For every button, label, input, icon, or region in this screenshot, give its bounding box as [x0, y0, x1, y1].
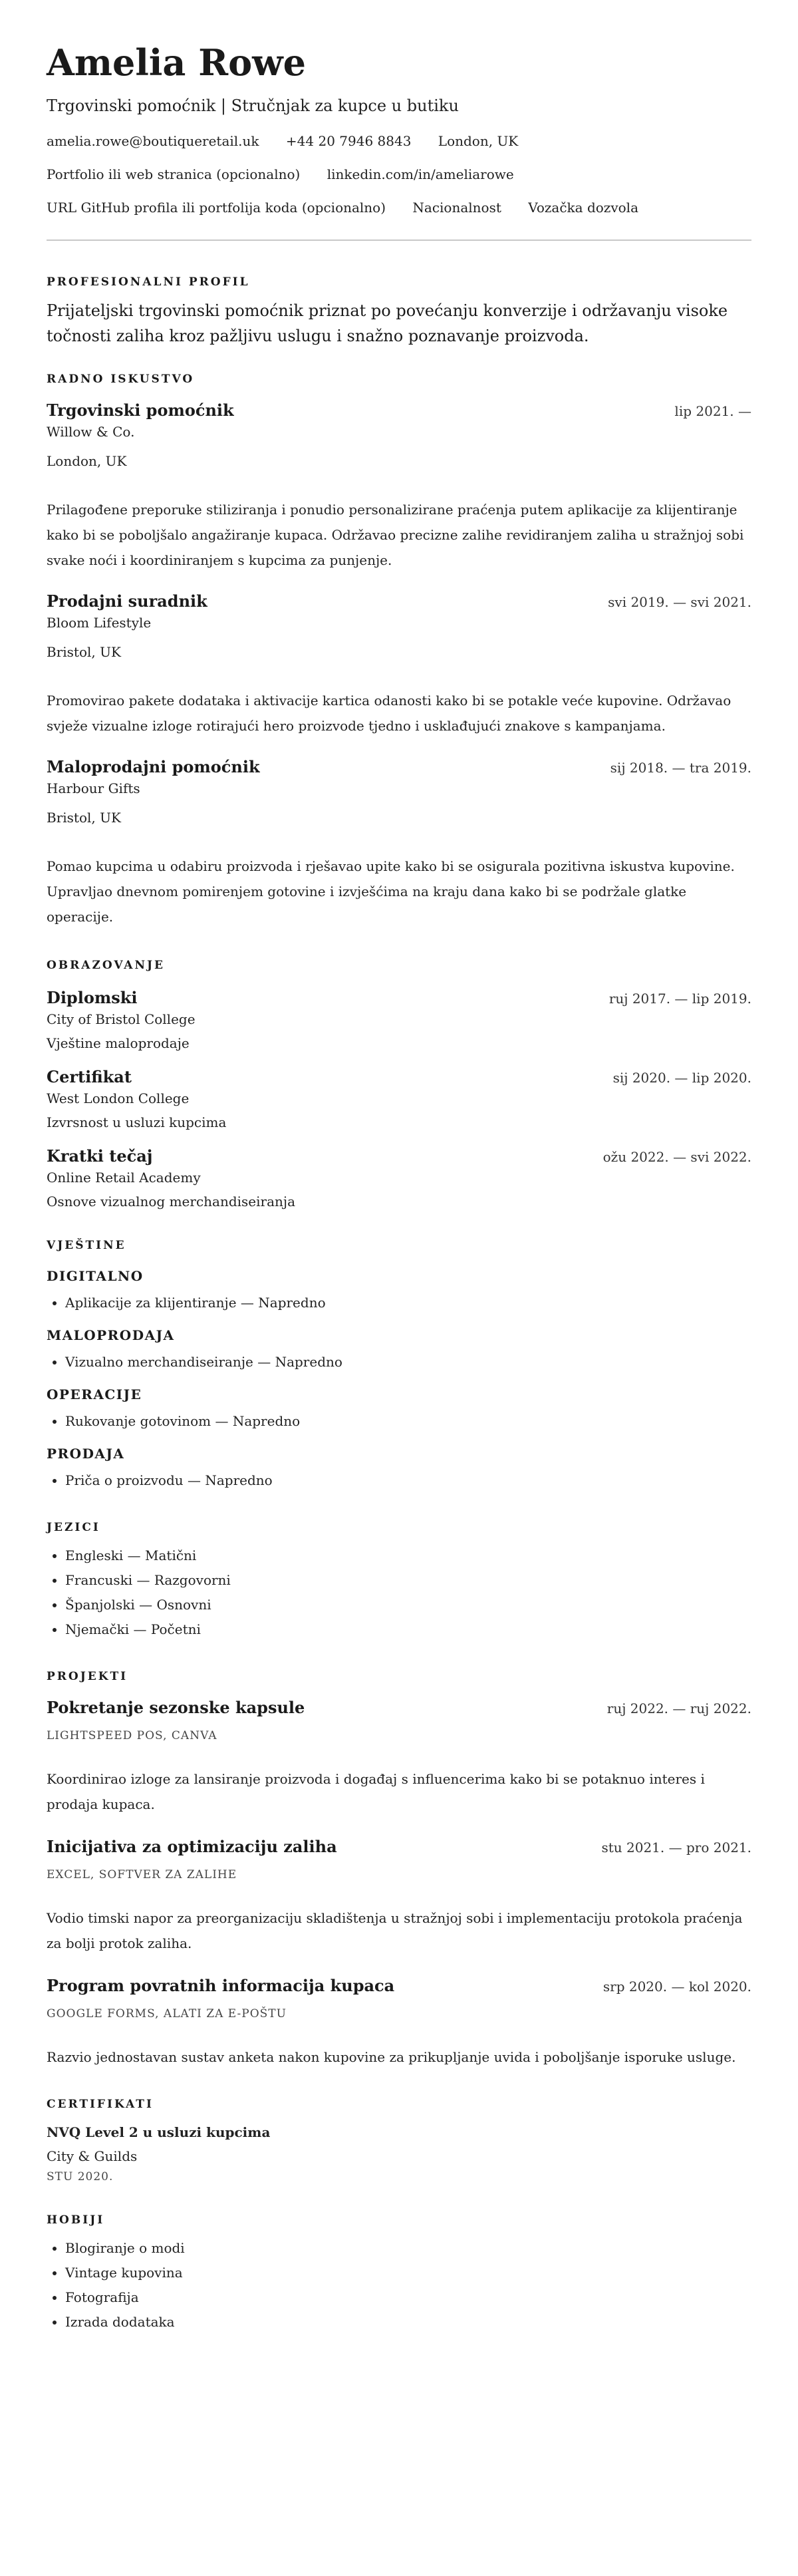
section-title-projects: PROJEKTI	[47, 1670, 128, 1683]
field-of-study: Osnove vizualnog merchandiseiranja	[47, 1194, 296, 1209]
job-location: Bristol, UK	[47, 644, 121, 660]
skill-group-title: DIGITALNO	[47, 1268, 144, 1284]
contact-row-1	[47, 132, 751, 150]
skill-group-title: OPERACIJE	[47, 1386, 142, 1402]
profile-section	[47, 274, 751, 349]
job-date: svi 2019. — svi 2021.	[608, 594, 751, 610]
contact-row-3	[47, 198, 751, 217]
job-description: Pomao kupcima u odabiru proizvoda i rješavao upite kako bi se osigurala pozitivna iskustva kupovine. Upravljao dnevnom pomirenjem gotovine i izvješćima na kraju dana kako bi se podržale glatke operacije.	[47, 858, 735, 925]
person-name: Amelia Rowe	[47, 41, 306, 84]
education-date: ruj 2017. — lip 2019.	[608, 991, 751, 1007]
project-entry	[47, 1975, 751, 2070]
hobbies-section	[47, 2212, 751, 2334]
certificate-issuer: City & Guilds	[47, 2148, 138, 2164]
project-name: Inicijativa za optimizaciju zaliha	[47, 1837, 337, 1856]
project-description: Vodio timski napor za preorganizaciju skladištenja u stražnjoj sobi i implementaciju protokola praćenja za bolji protok zaliha.	[47, 1910, 743, 1951]
education-section	[47, 957, 751, 1211]
skill-item: • Rukovanje gotovinom — Napredno	[65, 1409, 751, 1434]
job-title: Maloprodajni pomoćnik	[47, 757, 260, 776]
degree-title: Certifikat	[47, 1067, 132, 1086]
education-date: ožu 2022. — svi 2022.	[602, 1149, 751, 1165]
language-item: • Španjolski — Osnovni	[65, 1593, 751, 1617]
job-date: lip 2021. —	[674, 403, 751, 419]
certificate-entry	[47, 2123, 751, 2185]
project-name: Program povratnih informacija kupaca	[47, 1976, 395, 1995]
email-link[interactable]: amelia.rowe@boutiqueretail.uk	[47, 133, 259, 149]
skills-section	[47, 1237, 751, 1493]
section-title-experience: RADNO ISKUSTVO	[47, 373, 195, 386]
skill-group	[47, 1444, 751, 1493]
project-description: Razvio jednostavan sustav anketa nakon kupovine za prikupljanje uvida i poboljšanje isporuke usluge.	[47, 2049, 736, 2065]
job-description: Promovirao pakete dodataka i aktivacije kartica odanosti kako bi se potakle veće kupovine. Održavao svježe vizualne izloge rotirajući hero proizvode tjedno i usklađujući znakove s kampanjama.	[47, 693, 732, 734]
experience-entry	[47, 590, 751, 738]
location: London, UK	[438, 133, 519, 149]
company-name: Bloom Lifestyle	[47, 615, 152, 631]
project-name: Pokretanje sezonske kapsule	[47, 1698, 305, 1717]
project-tech: EXCEL, SOFTVER ZA ZALIHE	[47, 1868, 237, 1881]
experience-entry	[47, 756, 751, 929]
degree-title: Diplomski	[47, 988, 138, 1007]
skill-item: • Aplikacije za klijentiranje — Napredno	[65, 1291, 751, 1315]
school-name: West London College	[47, 1090, 190, 1106]
language-item: • Engleski — Matični	[65, 1543, 751, 1568]
school-name: City of Bristol College	[47, 1011, 196, 1027]
header-divider	[47, 240, 751, 241]
portfolio-link[interactable]: Portfolio ili web stranica (opcionalno)	[47, 166, 301, 182]
job-date: sij 2018. — tra 2019.	[610, 760, 751, 776]
company-name: Willow & Co.	[47, 424, 135, 440]
job-title: Trgovinski pomoćnik	[47, 401, 234, 420]
skill-group	[47, 1267, 751, 1315]
profile-summary: Prijateljski trgovinski pomoćnik priznat po povećanju konverzije i održavanju visoke točnosti zaliha kroz pažljivu uslugu i snažno poznavanje proizvoda.	[47, 301, 728, 345]
experience-entry	[47, 399, 751, 573]
linkedin-link[interactable]: linkedin.com/in/ameliarowe	[327, 166, 514, 182]
project-date: srp 2020. — kol 2020.	[602, 1979, 751, 1995]
project-tech: LIGHTSPEED POS, CANVA	[47, 1729, 217, 1742]
project-tech: GOOGLE FORMS, ALATI ZA E-POŠTU	[47, 2007, 287, 2020]
language-item: • Francuski — Razgovorni	[65, 1568, 751, 1593]
languages-section	[47, 1520, 751, 1642]
section-title-education: OBRAZOVANJE	[47, 959, 166, 972]
school-name: Online Retail Academy	[47, 1170, 201, 1186]
section-title-skills: VJEŠTINE	[47, 1239, 126, 1252]
education-entry	[47, 987, 751, 1052]
resume-header	[47, 37, 751, 241]
skill-group	[47, 1385, 751, 1434]
hobby-item: • Blogiranje o modi	[65, 2236, 751, 2261]
github-link[interactable]: URL GitHub profila ili portfolija koda (opcionalno)	[47, 200, 386, 216]
skill-group	[47, 1326, 751, 1374]
phone-number: +44 20 7946 8843	[285, 133, 412, 149]
job-description: Prilagođene preporuke stiliziranja i ponudio personalizirane praćenja putem aplikacije za klijentiranje kako bi se poboljšalo angažiranje kupaca. Održavao precizne zalihe revidiranjem zaliha u stražnjoj sobi svake noći i koordiniranjem s kupcima za punjenje.	[47, 502, 744, 568]
language-item: • Njemački — Početni	[65, 1617, 751, 1642]
drivers-license: Vozačka dozvola	[528, 200, 639, 216]
experience-section	[47, 371, 751, 929]
field-of-study: Izvrsnost u usluzi kupcima	[47, 1114, 227, 1130]
project-date: ruj 2022. — ruj 2022.	[606, 1700, 751, 1716]
job-title: Prodajni suradnik	[47, 591, 207, 611]
certificate-name: NVQ Level 2 u usluzi kupcima	[47, 2124, 271, 2140]
education-entry	[47, 1145, 751, 1211]
section-title-certificates: CERTIFIKATI	[47, 2098, 154, 2111]
project-entry	[47, 1696, 751, 1817]
skill-group-title: PRODAJA	[47, 1446, 125, 1462]
section-title-languages: JEZICI	[47, 1521, 100, 1534]
degree-title: Kratki tečaj	[47, 1146, 153, 1166]
certificate-date: STU 2020.	[47, 2170, 114, 2183]
section-title-hobbies: HOBIJI	[47, 2213, 105, 2227]
project-date: stu 2021. — pro 2021.	[601, 1840, 751, 1855]
hobby-item: • Izrada dodataka	[65, 2310, 751, 2334]
project-description: Koordinirao izloge za lansiranje proizvoda i događaj s influencerima kako bi se potaknuo interes i prodaja kupaca.	[47, 1771, 705, 1812]
skill-item: • Priča o proizvodu — Napredno	[65, 1468, 751, 1493]
headline: Trgovinski pomoćnik | Stručnjak za kupce u butiku	[47, 96, 459, 115]
field-of-study: Vještine maloprodaje	[47, 1035, 190, 1051]
certificates-section	[47, 2096, 751, 2185]
education-entry	[47, 1066, 751, 1132]
job-location: London, UK	[47, 453, 127, 469]
hobby-item: • Fotografija	[65, 2285, 751, 2310]
skill-group-title: MALOPRODAJA	[47, 1327, 175, 1343]
job-location: Bristol, UK	[47, 810, 121, 826]
skill-item: • Vizualno merchandiseiranje — Napredno	[65, 1350, 751, 1374]
contact-row-2	[47, 165, 751, 184]
hobby-item: • Vintage kupovina	[65, 2261, 751, 2285]
education-date: sij 2020. — lip 2020.	[612, 1070, 751, 1086]
nationality: Nacionalnost	[412, 200, 501, 216]
section-title-profile: PROFESIONALNI PROFIL	[47, 275, 250, 289]
company-name: Harbour Gifts	[47, 780, 140, 796]
project-entry	[47, 1836, 751, 1956]
projects-section	[47, 1669, 751, 2070]
